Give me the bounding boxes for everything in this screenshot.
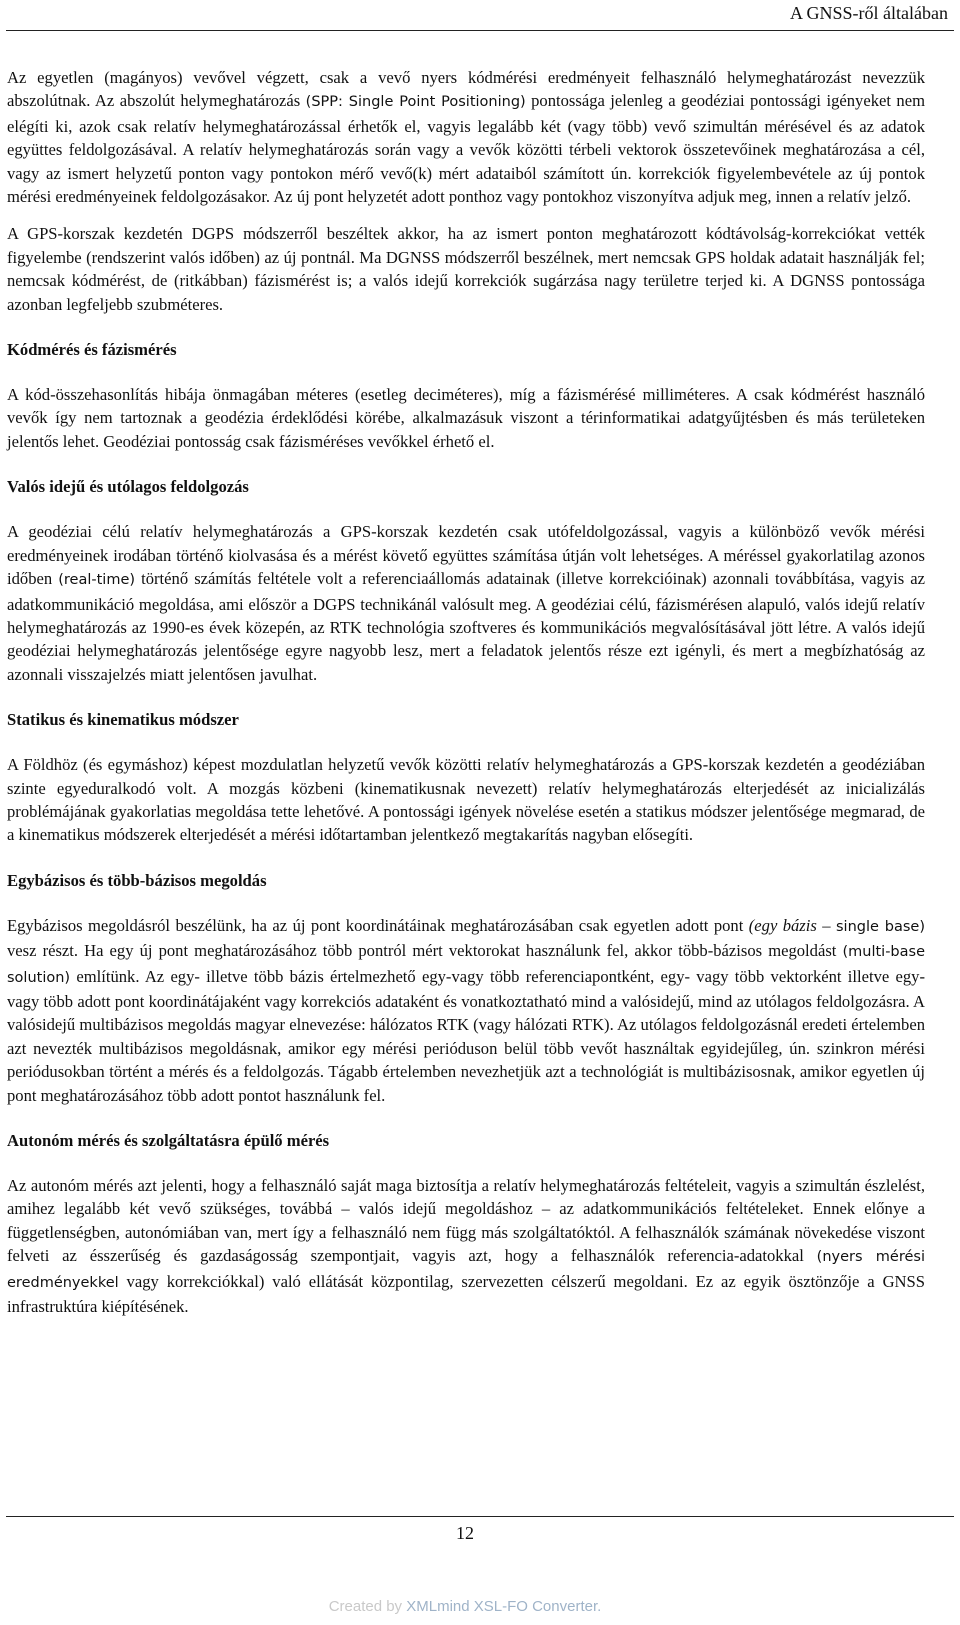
paragraph-egybazisos [7,914,925,1107]
running-header [6,0,954,31]
paragraph-statikus: A Földhöz (és egymáshoz) képest mozdulatlan helyzetű vevők közötti relatív helymeghatározás a GPS-korszak kezdetén a geodéziában szinte egyeduralkodó volt. A mozgás közbeni (kinematikusnak nevezett) relatív helymeghatározás elterjedését az inicializálás problémájának gyakorlatias megoldása tette lehetővé. A pontossági igények növelése esetén a statikus módszer jelentősége megmarad, de a kinematikus módszerek elterjedését a mérési időtartamban jelentkező megtakarítás nagyban elősegíti. [7,755,925,845]
egybazis-text-c: említünk. Az egy- illetve több bázis értelmezhető egy-vagy több referenciapontként, egy- vagy több vektorként illetve egy- vagy több adott pont koordinátájaként vagy korrekciós adataként és vonatkoztatható mind a valósidejű, mind az utólagos feldolgozásra. A valósidejű multibázisos megoldás magyar elnevezése: hálózatos RTK (vagy hálózati RTK). Az utólagos feldolgozásnál eredeti értelemben azt nevezték multibázisos megoldásnak, amikor egy mérési perióduson belül több vevőt használtak egyidejűleg, ún. szinkron mérési periódusokban történt a mérés és a feldolgozás. Tágabb értelemben nevezhetjük azt a technológiát is multibázisosnak, amikor egyetlen új pont meghatározásához több adott pontot használunk fel. [7,966,925,1105]
heading-valos-ideju: Valós idejű és utólagos feldolgozás [7,477,249,497]
valos-text-b: történő számítás feltétele volt a referenciaállomás adatainak (illetve korrekcióinak) azonnali továbbítása, vagyis az adatkommunikáció megoldása, ami először a DGPS technikánál valósult meg. A geodéziai célú, fázismérésen alapuló, valós idejű relatív helymeghatározás az 1990-es évek közepén, az RTK technológia szoftveres és kommunikációs megvalósításával jött létre. A valós idejű geodéziai helymeghatározás jelentősége egyre nagyobb lesz, mert a feladatok jelentős része ezt igényli, és mert a megbízhatóság az azonnali visszajelzés miatt jelentősen javulhat. [7,569,925,684]
heading-kodmeres: Kódmérés és fázismérés [7,340,177,360]
converter-credit [0,1598,930,1615]
real-time-term: (real-time) [58,572,136,589]
page-number: 12 [456,1523,474,1543]
document-body [7,66,925,1332]
nyers-meresi-term: (nyers mérési eredményekkel [7,1249,925,1291]
converter-link[interactable]: XMLmind XSL-FO Converter. [406,1598,602,1615]
heading-statikus: Statikus és kinematikus módszer [7,710,239,730]
autonom-text-b: vagy korrekciókkal) való ellátását központilag, szervezetten célszerű megoldani. Ez az egyik ösztönzője a GNSS infrastruktúra kiépítésének. [7,1271,925,1317]
converter-prefix: Created by [328,1598,407,1615]
intro-paragraph-2: A GPS-korszak kezdetén DGPS módszerről beszéltek akkor, ha az ismert ponton meghatározott kódtávolság-korrekciókat vették figyelembe (rendszerint valós időben) az új pontnál. Ma DGNSS módszerről beszélnek, mert nemcsak GPS holdak adatait használják fel; nemcsak kódmérést, de (ritkábban) fázismérést is; a valós idejű korrekciók sugárzása nagy területre terjed ki. A DGNSS pontossága azonban legfeljebb szubméteres. [7,224,925,314]
term-dash: – [816,915,836,935]
intro-paragraph-1 [7,66,925,208]
paragraph-kodmeres: A kód-összehasonlítás hibája önmagában méteres (esetleg deciméteres), míg a fázismérésé milliméteres. A csak kódmérést használó vevők így nem tartoznak a geodézia érdeklődési körébe, alkalmazásuk viszont a térinformatikai adatgyűjtésben és más területeken jelentős lehet. Geodéziai pontosság csak fázisméréses vevőkkel érhető el. [7,385,925,451]
footer-divider [6,1516,954,1517]
header-title: A GNSS-ről általában [790,3,948,23]
egybazis-text-b: vesz részt. Ha egy új pont meghatározásához több pontról mért vektorokat használunk fel, akkor több-bázisos megoldást [7,941,843,961]
paragraph-valos-ideju [7,520,925,686]
paragraph-autonom [7,1174,925,1318]
autonom-text-a: Az autonóm mérés azt jelenti, hogy a felhasználó saját maga biztosítja a relatív helymeghatározás feltételeit, vagyis a szimultán észlelést, amihez legalább két vevő szükséges, továbbá – valós idejű megoldáshoz – az adatkommunikációs feltételeket. Ennek előnye a függetlenségben, autonómiában van, mert így a felhasználó nem függ más szolgáltatóktól. A felhasználók számának növekedése viszont felveti az ésszerűség és gazdaságosság szempontjait, vagyis azt, hogy a felhasználók referencia-adatokkal [7,1176,925,1266]
valos-text-a: A geodéziai célú relatív helymeghatározás a GPS-korszak kezdetén csak utófeldolgozással, vagyis a különböző vevők mérési eredményeinek irodában történő kiolvasása és a mérést követő együttes számítása útján volt lehetséges. A méréssel gyakorlatilag azonos időben [7,522,925,589]
egy-bazis-term: (egy bázis [748,915,817,935]
intro-text-a: Az egyetlen (magányos) vevővel végzett, csak a vevő nyers kódmérési eredményeit felhasználó helymeghatározást nevezzük abszolútnak. Az abszolút helymeghatározás [7,68,925,111]
heading-autonom: Autonóm mérés és szolgáltatásra épülő mérés [7,1131,330,1150]
spp-term: (SPP: Single Point Positioning) [305,94,526,111]
single-base-term: single base) [835,918,926,935]
intro-text-b: pontossága jelenleg a geodéziai pontossági igényeket nem elégíti ki, azok csak relatív helymeghatározással érhetők el, vagyis legalább két (vagy több) vevő szimultán mérésével és az adatok együttes feldolgozásával. A relatív helymeghatározás során vagy a vevők közötti térbeli vektorok összetevőinek meghatározása a cél, vagy az ismert helyzetű ponton vagy pontokon mérő vevő(k) mért adataiból számított ún. korrekciók figyelembevétele az új pontok mérési eredményeinek feldolgozásakor. Az új pont helyzetét adott ponthoz vagy pontokhoz viszonyítva adjuk meg, innen a relatív jelző. [7,91,925,207]
heading-egybazisos: Egybázisos és több-bázisos megoldás [7,870,267,890]
egybazis-text-a: Egybázisos megoldásról beszélünk, ha az új pont koordinátáinak meghatározásában csak egyetlen adott pont [7,915,749,935]
multi-base-term: (multi-base solution) [7,944,925,986]
